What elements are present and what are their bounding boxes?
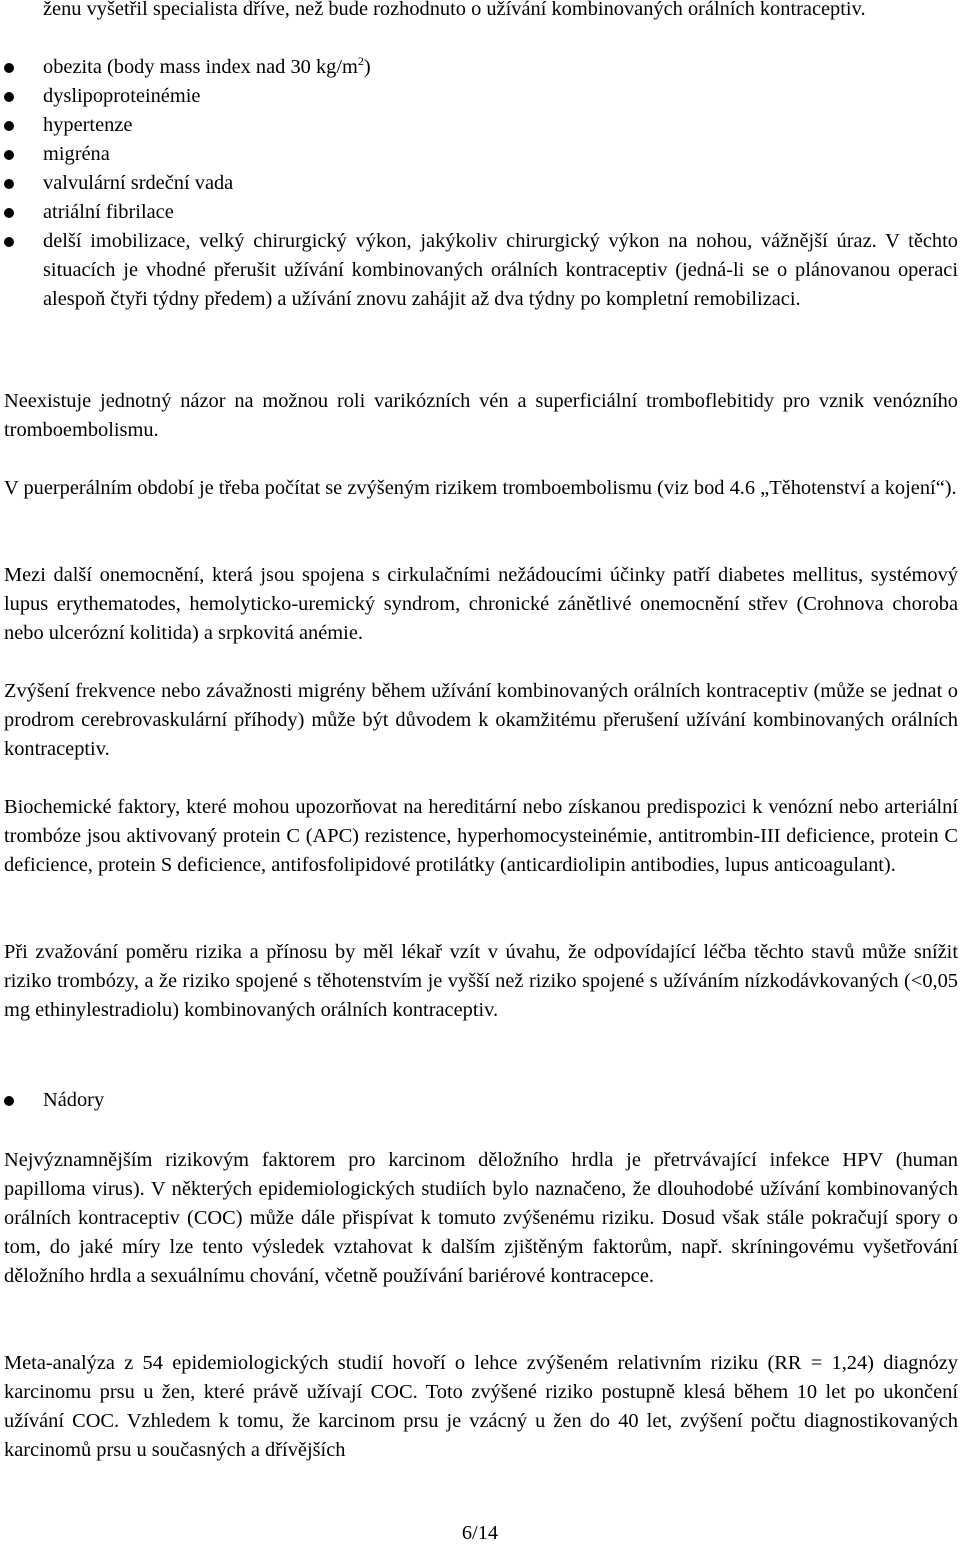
intro-continuation bbox=[4, 0, 960, 24]
paragraph-diseases: Mezi další onemocnění, která jsou spojena s cirkulačními nežádoucími účinky patří diabetes mellitus, systémový lupus erythematodes, hemolyticko-uremický syndrom, chronické zánětlivé onemocnění střev (Crohnova choroba nebo ulcerózní kolitida) a srpkovitá anémie. bbox=[4, 564, 958, 644]
paragraph-cervical: Nejvýznamnějším rizikovým faktorem pro karcinom děložního hrdla je přetrvávající infekce HPV (human papilloma virus). V některých epidemiologických studiích bylo naznačeno, že dlouhodobé užívání kombinovaných orálních kontraceptiv (COC) může dále přispívat k tomuto zvýšenému riziku. Dosud však stále pokračují spory o tom, do jaké míry lze tento výsledek vztahovat k dalším zjištěným faktorům, např. skríningovému vyšetřování děložního hrdla a sexuálnímu chování, včetně používání bariérové kontracepce. bbox=[4, 1149, 958, 1287]
paragraph-puerperium: V puerperálním období je třeba počítat se zvýšeným rizikem tromboembolismu (viz bod 4.6 „Těhotenství a kojení“). bbox=[4, 477, 957, 499]
list-item: valvulární srdeční vada bbox=[4, 169, 958, 198]
list-item: hypertenze bbox=[4, 111, 958, 140]
risk-factor-list bbox=[4, 53, 958, 314]
paragraph-varicose: Neexistuje jednotný názor na možnou roli varikózních vén a superficiální tromboflebitidy pro vznik venózního tromboembolismu. bbox=[4, 390, 958, 441]
paragraph-migraine: Zvýšení frekvence nebo závažnosti migrény během užívání kombinovaných orálních kontraceptiv (může se jednat o prodrom cerebrovaskulární příhody) může být důvodem k okamžitému přerušení užívání kombinovaných orálních kontraceptiv. bbox=[4, 680, 958, 760]
paragraph-meta-analysis: Meta-analýza z 54 epidemiologických studií hovoří o lehce zvýšeném relativním riziku (RR = 1,24) diagnózy karcinomu prsu u žen, které právě užívají COC. Toto zvýšené riziko postupně klesá během 10 let po ukončení užívání COC. Vzhledem k tomu, že karcinom prsu je vzácný u žen do 40 let, zvýšení počtu diagnostikovaných karcinomů prsu u současných a dřívějších bbox=[4, 1352, 958, 1461]
list-item: delší imobilizace, velký chirurgický výkon, jakýkoliv chirurgický výkon na nohou, vážnější úraz. V těchto situacích je vhodné přerušit užívání kombinovaných orálních kontraceptiv (jedná-li se o plánovanou operaci alespoň čtyři týdny předem) a užívání znovu zahájit až dva týdny po kompletní remobilizaci. bbox=[4, 227, 958, 314]
section-heading: Nádory bbox=[4, 1086, 958, 1115]
tumors-heading bbox=[4, 1086, 958, 1115]
paragraph-risk-benefit: Při zvažování poměru rizika a přínosu by měl lékař vzít v úvahu, že odpovídající léčba těchto stavů může snížit riziko trombózy, a že riziko spojené s těhotenstvím je vyšší než riziko spojené s užíváním nízkodávkovaných (<0,05 mg ethinylestradiolu) kombinovaných orálních kontraceptiv. bbox=[4, 941, 958, 1021]
intro-text: ženu vyšetřil specialista dříve, než bude rozhodnuto o užívání kombinovaných orálních kontraceptiv. bbox=[43, 0, 866, 20]
list-item: obezita (body mass index nad 30 $kg/m^2$) bbox=[4, 53, 958, 82]
list-item: atriální fibrilace bbox=[4, 198, 958, 227]
list-item: dyslipoproteinémie bbox=[4, 82, 958, 111]
list-item: migréna bbox=[4, 140, 958, 169]
paragraph-biochemical: Biochemické faktory, které mohou upozorňovat na hereditární nebo získanou predispozici k venózní nebo arteriální trombóze jsou aktivovaný protein C (APC) rezistence, hyperhomocysteinémie, antitrombin-III deficience, protein C deficience, protein S deficience, antifosfolipidové protilátky (anticardiolipin antibodies, lupus anticoagulant). bbox=[4, 796, 958, 876]
page-number: 6/14 bbox=[461, 1522, 499, 1544]
